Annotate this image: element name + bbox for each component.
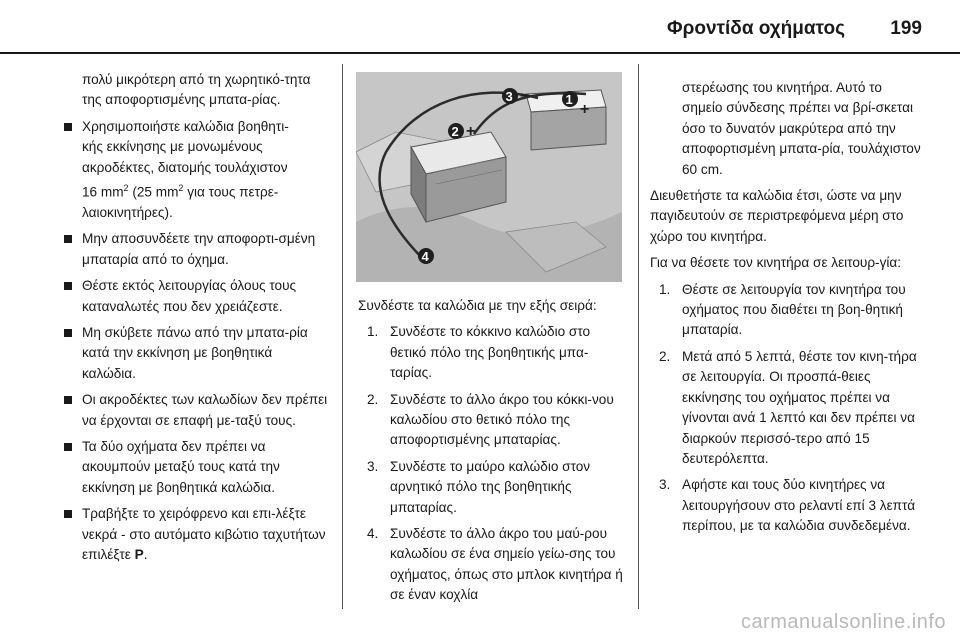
intro-text: πολύ μικρότερη από τη χωρητικό-τητα της αποφορτισμένης μπατα-ρίας. (82, 72, 311, 108)
engine-bay-drawing (356, 72, 622, 282)
figure-label-2: 2 (451, 124, 459, 139)
column-divider-left (342, 64, 343, 609)
header-rule (0, 52, 960, 54)
step-item (358, 322, 624, 383)
step-text: Θέστε σε λειτουργία τον κινητήρα του οχήματος που διαθέτει τη βοη-θητική μπαταρία. (682, 281, 906, 338)
bullet-item (62, 276, 328, 317)
bullet-text: Τα δύο οχήματα δεν πρέπει να ακουμπούν μεταξύ τους κατά την εκκίνηση με βοηθητικά καλώδια. (82, 439, 280, 495)
step-text: Αφήστε και τους δύο κινητήρες να λειτουργήσουν στο ρελαντί επί 3 λεπτά περίπου, με τα καλώδια συνδεδεμένα. (682, 477, 916, 534)
start-engine-intro: Για να θέσετε τον κινητήρα σε λειτουρ-γία: (650, 255, 902, 271)
page-section-title: Φροντίδα οχήματος (667, 18, 845, 39)
bullet-item (62, 229, 328, 270)
step-item (358, 524, 624, 606)
bullet-item (62, 437, 328, 498)
step-text: Συνδέστε το άλλο άκρο του μαύ-ρου καλωδίου σε ένα σημείο γείω-σης του οχήματος, όπως στο μπλοκ κινητήρα ή σε έναν κοχλία (390, 526, 623, 603)
plus-terminal-icon: + (580, 101, 590, 118)
bullet-square-icon (64, 510, 72, 518)
step-number: 3. (659, 477, 671, 493)
bullet-square-icon (64, 396, 72, 404)
column-divider-right (638, 64, 639, 609)
right-column (650, 78, 924, 543)
cable-routing-text: Διευθετήστε τα καλώδια έτσι, ώστε να μην παγιδευτούν σε περιστρεφόμενα μέρη στο χώρο του κινητήρα. (650, 188, 904, 244)
step-text: Συνδέστε το άλλο άκρο του κόκκι-νου καλωδίου στο θετικό πόλο της αποφορτισμένης μπαταρίας. (390, 391, 614, 448)
bullet-text: Χρησιμοποιήστε καλώδια βοηθητι- κής εκκίνησης με μονωμένους ακροδέκτες, διατομής τουλάχιστον 16 $mm^2$ (25 $mm^2$ για τους πετρε- λαιοκινητήρες). (82, 118, 289, 220)
bullet-item (62, 390, 328, 431)
step-number: 1. (659, 281, 671, 297)
bullet-text: Μη σκύβετε πάνω από την μπατα-ρία κατά την εκκίνηση με βοηθητικά καλώδια. (82, 325, 308, 381)
figure-label-1: 1 (565, 92, 573, 107)
bullet-text: Θέστε εκτός λειτουργίας όλους τους καταναλωτές που δεν χρειάζεστε. (82, 278, 297, 314)
bullet-item (62, 117, 328, 224)
bullet-square-icon (64, 123, 72, 131)
step-number: 2. (367, 391, 379, 407)
bullet-text: Οι ακροδέκτες των καλωδίων δεν πρέπει να έρχονται σε επαφή με-ταξύ τους. (82, 392, 328, 428)
figure-label-3: 3 (505, 89, 513, 104)
step-number: 2. (659, 348, 671, 364)
left-column (62, 70, 328, 571)
page-number: 199 (890, 18, 922, 39)
step-text: Συνδέστε το μαύρο καλώδιο στον αρνητικό πόλο της βοηθητικής μπαταρίας. (390, 458, 591, 515)
middle-column (358, 296, 624, 612)
step-text: Συνδέστε το κόκκινο καλώδιο στο θετικό πόλο της βοηθητικής μπα-ταρίας. (390, 324, 591, 381)
bullet-square-icon (64, 282, 72, 290)
step-item (358, 390, 624, 451)
plus-terminal-icon: + (466, 123, 476, 140)
step-item (650, 475, 924, 536)
bullet-item (62, 323, 328, 384)
step-number: 4. (367, 526, 379, 542)
bullet-text: Μην αποσυνδέετε την αποφορτι-σμένη μπαταρία από το όχημα. (82, 231, 316, 267)
step-item (650, 347, 924, 469)
watermark: carmanualsonline.info (740, 611, 946, 633)
jump-start-illustration (356, 72, 622, 282)
step-item (650, 280, 924, 341)
minus-terminal-icon: − (520, 88, 530, 105)
gear-position-p: P (134, 547, 144, 563)
bullet-square-icon (64, 235, 72, 243)
step-item (358, 457, 624, 518)
bullet-item (62, 504, 328, 565)
bullet-square-icon (64, 443, 72, 451)
figure-label-4: 4 (421, 249, 429, 264)
continuation-text: στερέωσης του κινητήρα. Αυτό το σημείο σύνδεσης πρέπει να βρί-σκεται όσο το δυνατόν μακρύτερα από την αποφορτισμένη μπατα-ρία, τουλάχιστον 60 cm. (682, 80, 921, 177)
bullet-square-icon (64, 329, 72, 337)
step-number: 1. (367, 324, 379, 340)
steps-intro: Συνδέστε τα καλώδια με την εξής σειρά: (358, 298, 597, 313)
bullet-text: Τραβήξτε το χειρόφρενο και επι-λέξτε νεκρά - στο αυτόματο κιβώτιο ταχυτήτων επιλέξτε P. (82, 506, 326, 563)
step-number: 3. (367, 458, 379, 474)
step-text: Μετά από 5 λεπτά, θέστε τον κινη-τήρα σε λειτουργία. Οι προσπά-θειες εκκίνησης του οχήματος πρέπει να γίνονται ανά 1 λεπτό και δεν πρέπει να διαρκούν περισσό-τερο από 15 δευτερόλεπτα. (682, 348, 917, 466)
